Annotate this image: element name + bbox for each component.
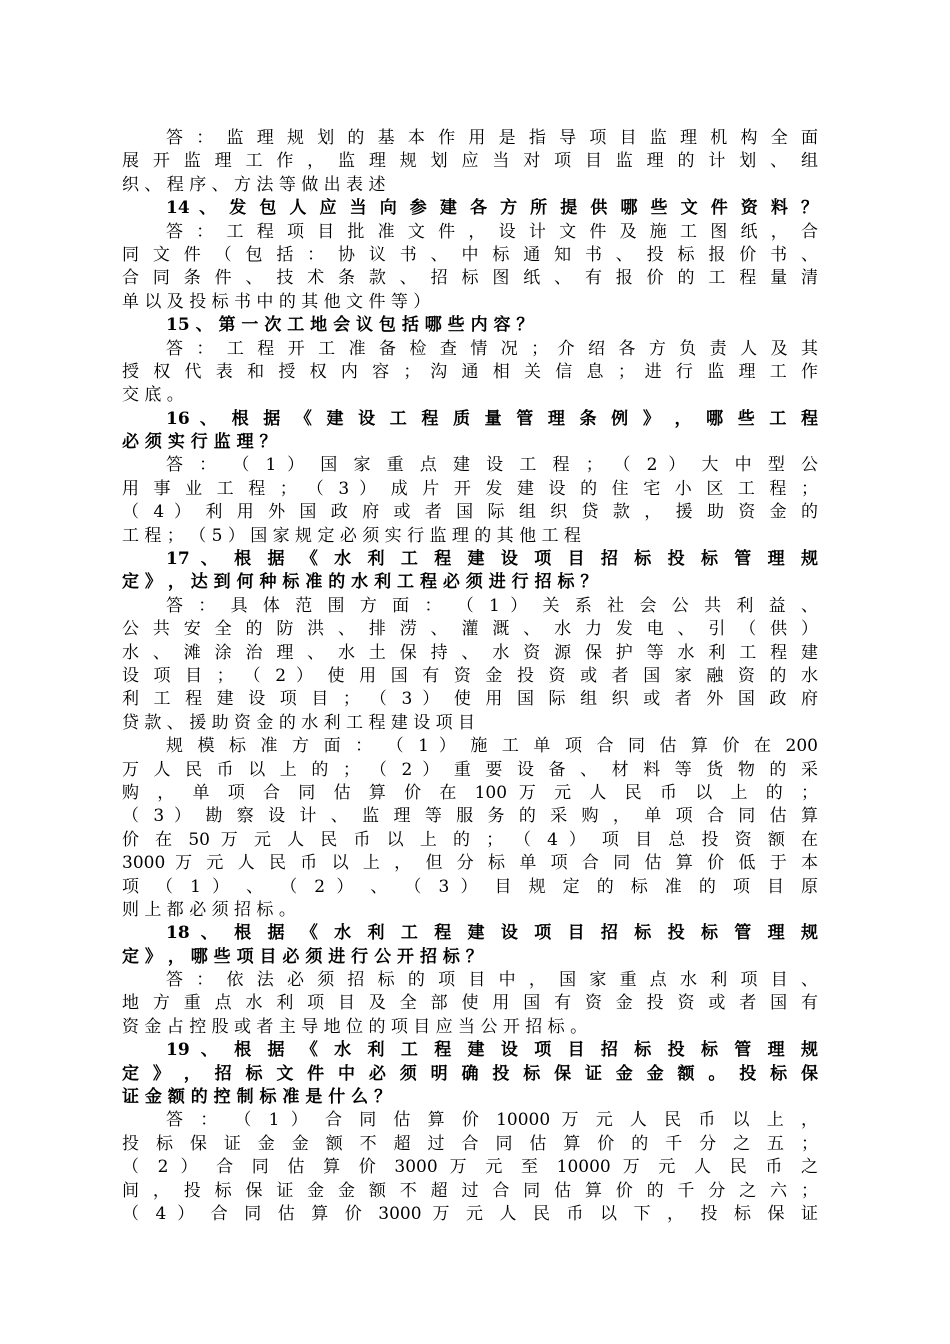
answer-line: 项 （ 1 ） 、 （ 2 ） 、 （ 3 ） 目 规 定 的 标 准 的 项 目 原 [122,876,818,897]
answer-line: 用 事 业 工 程 ； （ 3 ） 成 片 开 发 建 设 的 住 宅 小 区 工 程 ； [122,478,818,499]
answer-line: （ 4 ） 合 同 估 算 价 3000 万 元 人 民 币 以 下 ， 投 标 保 证 [122,1203,818,1224]
answer-line: 展 开 监 理 工 作 ， 监 理 规 划 应 当 对 项 目 监 理 的 计 划 、 组 [122,151,818,172]
question-line: 14 、 发 包 人 应 当 向 参 建 各 方 所 提 供 哪 些 文 件 资 料 ？ [166,198,818,219]
answer-line: （ 3 ） 勘 察 设 计 、 监 理 等 服 务 的 采 购 ， 单 项 合 同 估 算 [122,806,818,827]
question-line: 定 》 ， 招 标 文 件 中 必 须 明 确 投 标 保 证 金 金 额 。 投 标 保 [122,1063,818,1084]
answer-line: 答 ： 具 体 范 围 方 面 ： （ 1 ） 关 系 社 会 公 共 利 益 、 [166,595,818,616]
answer-line: 答 ： （ 1 ） 国 家 重 点 建 设 工 程 ； （ 2 ） 大 中 型 公 [166,455,818,476]
answer-line: 价 在 50 万 元 人 民 币 以 上 的 ； （ 4 ） 项 目 总 投 资 额 在 [122,829,818,850]
answer-line: 规 模 标 准 方 面 ： （ 1 ） 施 工 单 项 合 同 估 算 价 在 200 [166,736,818,757]
question-line: 定 》 ， 达 到 何 种 标 准 的 水 利 工 程 必 须 进 行 招 标 ？ [122,572,598,593]
answer-line: 答 ： 工 程 项 目 批 准 文 件 ， 设 计 文 件 及 施 工 图 纸 ， 合 [166,221,818,242]
question-line: 19 、 根 据 《 水 利 工 程 建 设 项 目 招 标 投 标 管 理 规 [166,1040,818,1061]
answer-line: 答 ： 监 理 规 划 的 基 本 作 用 是 指 导 项 目 监 理 机 构 全 面 [166,128,818,148]
answer-line: 地 方 重 点 水 利 项 目 及 全 部 使 用 国 有 资 金 投 资 或 者 国 有 [122,993,818,1014]
document-page [122,127,818,1226]
answer-line: 合 同 条 件 、 技 术 条 款 、 招 标 图 纸 、 有 报 价 的 工 程 量 清 [122,268,818,289]
answer-line: 织 、 程 序 、 方 法 等 做 出 表 述 [122,174,386,195]
answer-line: 贷 款 、 援 助 资 金 的 水 利 工 程 建 设 项 目 [122,712,476,733]
question-line: 16 、 根 据 《 建 设 工 程 质 量 管 理 条 例 》 ， 哪 些 工 程 [166,408,818,429]
question-line: 必 须 实 行 监 理 ？ [122,432,277,453]
answer-line: 同 文 件 （ 包 括 ： 协 议 书 、 中 标 通 知 书 、 投 标 报 价 书 、 [122,244,818,265]
answer-line: 万 人 民 币 以 上 的 ； （ 2 ） 重 要 设 备 、 材 料 等 货 物 的 采 [122,759,818,780]
question-line: 定 》 ， 哪 些 项 目 必 须 进 行 公 开 招 标 ？ [122,946,483,967]
answer-line: 则 上 都 必 须 招 标 。 [122,899,296,920]
question-line: 17 、 根 据 《 水 利 工 程 建 设 项 目 招 标 投 标 管 理 规 [166,549,818,570]
answer-line: 答 ： 依 法 必 须 招 标 的 项 目 中 ， 国 家 重 点 水 利 项 目 、 [166,970,818,991]
question-line: 15 、 第 一 次 工 地 会 议 包 括 哪 些 内 容 ？ [166,315,534,336]
answer-line: 投 标 保 证 金 金 额 不 超 过 合 同 估 算 价 的 千 分 之 五 ； [122,1133,818,1154]
answer-line: 单 以 及 投 标 书 中 的 其 他 文 件 等 ） [122,291,431,312]
answer-line: 答 ： （ 1 ） 合 同 估 算 价 10000 万 元 人 民 币 以 上 ， [166,1110,818,1131]
answer-line: 3000 万 元 人 民 币 以 上 ， 但 分 标 单 项 合 同 估 算 价 低 于 本 [122,853,818,874]
answer-line: 交 底 。 [122,385,184,406]
answer-line: （ 2 ） 合 同 估 算 价 3000 万 元 至 10000 万 元 人 民 币 之 [122,1157,818,1178]
question-line: 证 金 额 的 控 制 标 准 是 什 么 ？ [122,1087,392,1108]
answer-line: 间 ， 投 标 保 证 金 金 额 不 超 过 合 同 估 算 价 的 千 分 之 六 ； [122,1180,818,1201]
answer-line: 授 权 代 表 和 授 权 内 容 ； 沟 通 相 关 信 息 ； 进 行 监 理 工 作 [122,361,818,382]
answer-line: （ 4 ） 利 用 外 国 政 府 或 者 国 际 组 织 贷 款 ， 援 助 资 金 的 [122,502,818,523]
answer-line: 资 金 占 控 股 或 者 主 导 地 位 的 项 目 应 当 公 开 招 标 。 [122,1016,588,1037]
answer-line: 答 ： 工 程 开 工 准 备 检 查 情 况 ； 介 绍 各 方 负 责 人 及 其 [166,338,818,359]
answer-line: 公 共 安 全 的 防 洪 、 排 涝 、 灌 溉 、 水 力 发 电 、 引 （ 供 ） [122,619,818,640]
answer-line: 购 ， 单 项 合 同 估 算 价 在 100 万 元 人 民 币 以 上 的 ； [122,782,818,803]
answer-line: 工 程 ； （ 5 ） 国 家 规 定 必 须 实 行 监 理 的 其 他 工 程 [122,525,581,546]
answer-line: 水 、 滩 涂 治 理 、 水 土 保 持 、 水 资 源 保 护 等 水 利 工 程 建 [122,642,818,663]
answer-line: 利 工 程 建 设 项 目 ； （ 3 ） 使 用 国 际 组 织 或 者 外 国 政 府 [122,689,818,710]
question-line: 18 、 根 据 《 水 利 工 程 建 设 项 目 招 标 投 标 管 理 规 [166,923,818,944]
answer-line: 设 项 目 ； （ 2 ） 使 用 国 有 资 金 投 资 或 者 国 家 融 资 的 水 [122,665,818,686]
